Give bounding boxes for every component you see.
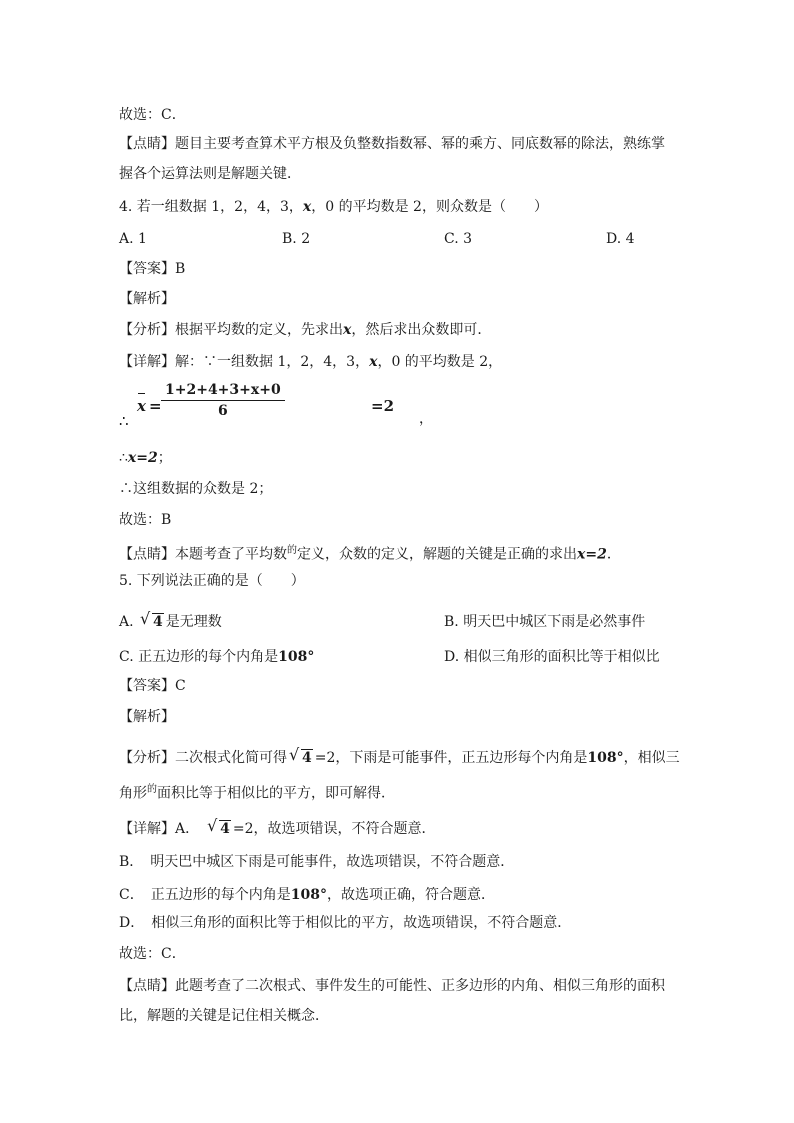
radicand: 4 xyxy=(220,821,230,837)
q5-option-a-label: A. xyxy=(119,614,134,630)
q4-comment-b: 定义，众数的定义，解题的关键是正确的求出 xyxy=(297,546,577,563)
q4-option-d: D. 4 xyxy=(606,231,635,247)
q5-detA-b: =2，故选项错误，不符合题意． xyxy=(232,821,436,837)
q4-stem xyxy=(119,198,548,216)
q4-choice: 故选：B xyxy=(119,512,172,528)
q4-mean-equation xyxy=(119,382,433,432)
sqrt-radical xyxy=(140,609,164,631)
q5-detC-a: C． 正五边形的每个内角是 xyxy=(119,887,291,903)
q4-fenxi xyxy=(119,321,491,339)
q5-detA-a: 【详解】A． xyxy=(119,821,200,837)
q5-fenxi2-de: 的 xyxy=(147,784,157,795)
q5-comment-line1: 【点睛】此题考查了二次根式、事件发生的可能性、正多边形的内角、相似三角形的面积 xyxy=(119,978,665,994)
q5-detail-b: B． 明天巴中城区下雨是可能事件，故选项错误，不符合题意． xyxy=(119,854,515,870)
q4-comment-de: 的 xyxy=(287,545,297,556)
prev-comment-line1: 【点睛】题目主要考查算术平方根及负整数指数幂、幂的乘方、同底数幂的除法，熟练掌 xyxy=(119,136,665,152)
q5-detC-math: 108° xyxy=(290,887,327,903)
radical-sign-icon: √ xyxy=(140,609,151,628)
q4-fenxi-text-b: ，然后求出众数即可． xyxy=(351,322,492,338)
q4-fenxi-var: x xyxy=(343,322,352,338)
q4-comment-tail: ． xyxy=(606,546,621,563)
q5-detail-c xyxy=(119,886,495,904)
q5-option-c xyxy=(119,648,314,666)
q4-comment-a: 【点睛】本题考查了平均数 xyxy=(119,546,287,563)
q4-step2 xyxy=(119,449,172,467)
equation-rhs: =2 xyxy=(371,397,395,415)
q4-stem-text-a: 4. 若一组数据 1，2，4，3， xyxy=(119,199,303,215)
step2-equation: x=2 xyxy=(127,450,158,466)
mean-fraction xyxy=(161,382,285,419)
radical-sign-icon: √ xyxy=(289,745,300,764)
q4-detail-var: x xyxy=(369,354,378,370)
q5-detC-b: ，故选项正确，符合题意． xyxy=(326,887,495,903)
q5-option-b: B. 明天巴中城区下雨是必然事件 xyxy=(444,614,646,630)
q4-detail-text-b: ，0 的平均数是 2， xyxy=(377,354,503,370)
q5-comment-line2: 比，解题的关键是记住相关概念． xyxy=(119,1008,329,1024)
q4-answer: 【答案】B xyxy=(119,261,186,277)
q5-option-a-text: 是无理数 xyxy=(165,614,222,630)
q4-analysis-label: 【解析】 xyxy=(119,291,175,307)
q4-detail-text-a: 【详解】解：∵一组数据 1，2，4，3， xyxy=(119,354,370,370)
q5-fenxi2-b: 面积比等于相似比的平方，即可解得． xyxy=(157,785,395,802)
prev-choice: 故选：C． xyxy=(119,107,186,123)
q5-choice: 故选：C． xyxy=(119,946,186,962)
q5-fenxi1-math: 108° xyxy=(587,750,624,766)
q4-option-c: C. 3 xyxy=(444,231,473,247)
q5-fenxi2-a: 角形 xyxy=(119,785,147,802)
q5-option-d: D. 相似三角形的面积比等于相似比 xyxy=(444,649,660,665)
radical-sign-icon: √ xyxy=(207,816,218,835)
q4-comment xyxy=(119,542,621,564)
q4-option-b: B. 2 xyxy=(282,231,311,247)
q5-detail-a xyxy=(119,816,436,838)
q5-detail-d: D． 相似三角形的面积比等于相似比的平方，故选项错误，不符合题意． xyxy=(119,915,572,931)
q4-comment-eq: x=2 xyxy=(577,546,607,563)
fraction-denominator: 6 xyxy=(161,400,285,419)
step2-tail: ； xyxy=(157,450,172,466)
q5-fenxi1-a: 【分析】二次根式化简可得 xyxy=(119,750,287,766)
q4-fenxi-text-a: 【分析】根据平均数的定义，先求出 xyxy=(119,322,343,338)
sqrt-radical xyxy=(207,816,231,838)
radicand: 4 xyxy=(153,614,163,630)
equation-equals: = xyxy=(149,397,162,415)
q4-stem-text-b: ，0 的平均数是 2，则众数是（ ） xyxy=(311,199,548,215)
fraction-numerator: 1+2+4+3+x+0 xyxy=(165,382,281,398)
q4-stem-var: x xyxy=(302,199,312,215)
equation-tail: ， xyxy=(419,411,433,427)
q5-option-a xyxy=(119,609,222,631)
therefore-symbol: ∴ xyxy=(119,412,129,430)
q4-detail xyxy=(119,353,502,371)
q4-step3: ∴这组数据的众数是 2； xyxy=(119,481,273,497)
q5-analysis-label: 【解析】 xyxy=(119,709,175,725)
q5-option-c-text: C. 正五边形的每个内角是 xyxy=(119,649,279,665)
radicand: 4 xyxy=(302,750,312,766)
q5-fenxi-line2 xyxy=(119,781,395,803)
sqrt-radical xyxy=(289,745,313,767)
q5-fenxi1-c: ，相似三 xyxy=(623,750,680,766)
prev-comment-line2: 握各个运算法则是解题关键． xyxy=(119,166,301,182)
q5-stem: 5. 下列说法正确的是（ ） xyxy=(119,573,305,589)
q5-fenxi-line1 xyxy=(119,745,680,767)
q5-answer: 【答案】C xyxy=(119,678,186,694)
therefore-symbol-2: ∴ xyxy=(119,450,128,466)
q4-option-a: A. 1 xyxy=(119,231,147,247)
q5-option-c-math: 108° xyxy=(278,649,315,665)
mean-x-bar: x xyxy=(137,397,146,415)
q5-fenxi1-b: =2，下雨是可能事件，正五边形每个内角是 xyxy=(314,750,588,766)
